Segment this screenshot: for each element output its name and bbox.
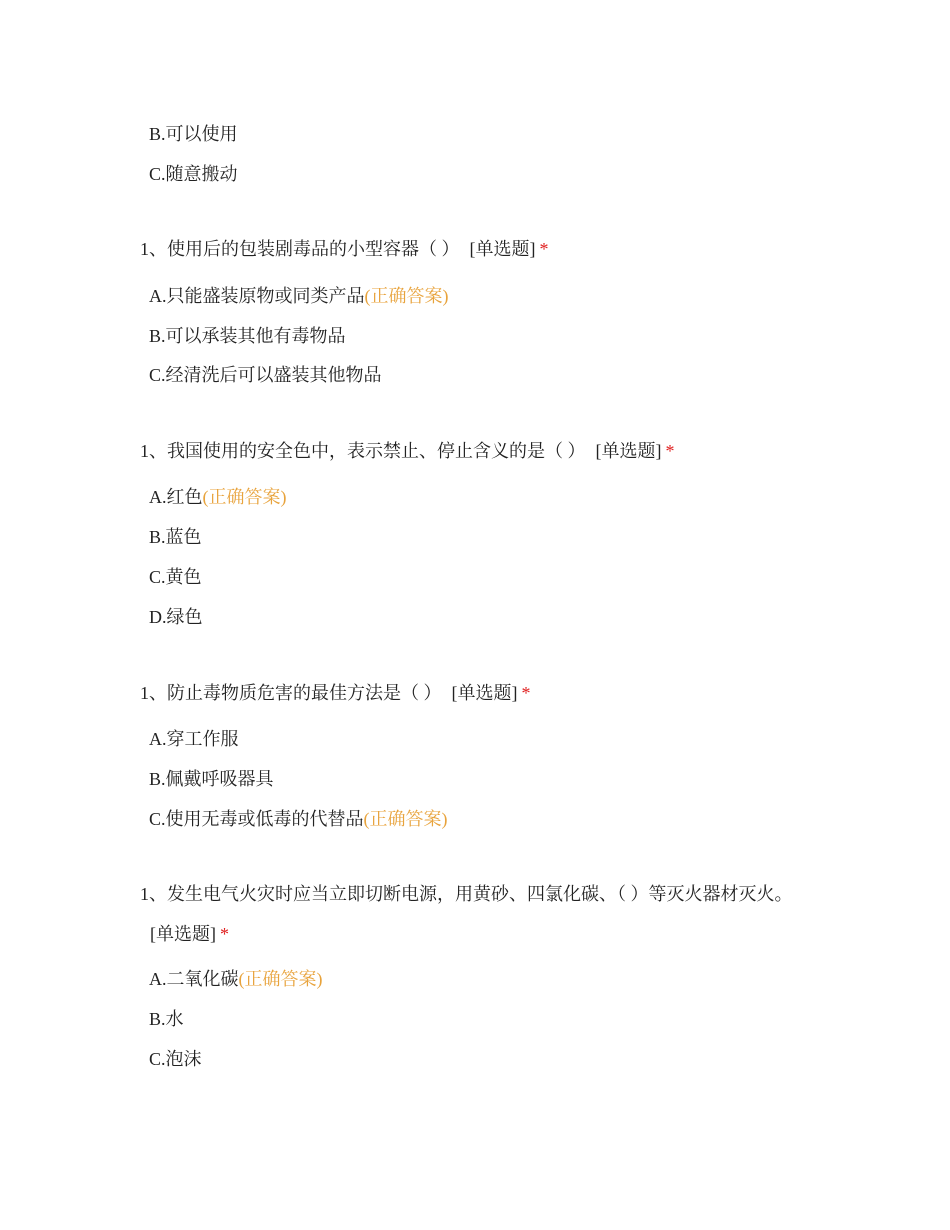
option-item: [149, 767, 274, 791]
option-label: C.使用无毒或低毒的代替品: [149, 809, 364, 829]
question-title: [140, 874, 800, 954]
option-label: C.黄色: [149, 567, 202, 587]
option-item: [149, 565, 202, 589]
question-type-tag: [单选题]: [469, 239, 536, 259]
question-title: [140, 673, 800, 713]
question-text: 1、我国使用的安全色中，表示禁止、停止含义的是（ ）: [140, 441, 586, 461]
option-label: B.蓝色: [149, 527, 202, 547]
option-label: C.经清洗后可以盛装其他物品: [149, 365, 382, 385]
option-item: [149, 485, 287, 509]
option-item: [149, 1007, 184, 1031]
option-label: B.可以承装其他有毒物品: [149, 326, 346, 346]
correct-answer-mark: (正确答案): [202, 487, 287, 507]
correct-answer-mark: (正确答案): [238, 969, 323, 989]
question-text: 1、发生电气火灾时应当立即切断电源，用黄砂、四氯化碳、（ ）等灭火器材灭火。: [140, 884, 793, 904]
option-label: C.随意搬动: [149, 164, 238, 184]
question-type-tag: [单选题]: [150, 924, 216, 944]
option-item: [149, 284, 449, 308]
option-item: [149, 525, 202, 549]
option-item: [149, 162, 238, 186]
option-label: C.泡沫: [149, 1049, 202, 1069]
question-type-tag: [单选题]: [595, 441, 662, 461]
option-label: B.佩戴呼吸器具: [149, 769, 274, 789]
question-title: [140, 431, 800, 471]
option-label: A.二氧化碳: [149, 969, 239, 989]
option-item: [149, 605, 203, 629]
option-item: [149, 1047, 202, 1071]
option-label: A.红色: [149, 487, 203, 507]
required-mark: *: [665, 441, 675, 461]
question-text: 1、防止毒物质危害的最佳方法是（ ）: [140, 683, 442, 703]
option-item: [149, 324, 346, 348]
correct-answer-mark: (正确答案): [364, 286, 449, 306]
option-item: [149, 122, 238, 146]
option-item: [149, 363, 382, 387]
option-label: D.绿色: [149, 607, 203, 627]
option-label: A.穿工作服: [149, 729, 239, 749]
option-item: [149, 727, 239, 751]
option-item: [149, 967, 323, 991]
option-item: [149, 807, 448, 831]
required-mark: *: [521, 683, 531, 703]
question-type-tag: [单选题]: [451, 683, 518, 703]
option-label: B.水: [149, 1009, 184, 1029]
option-label: A.只能盛装原物或同类产品: [149, 286, 365, 306]
required-mark: *: [539, 239, 549, 259]
question-text: 1、使用后的包装剧毒品的小型容器（ ）: [140, 239, 460, 259]
option-label: B.可以使用: [149, 124, 238, 144]
correct-answer-mark: (正确答案): [363, 809, 448, 829]
question-title: [140, 229, 800, 269]
required-mark: *: [220, 924, 229, 944]
